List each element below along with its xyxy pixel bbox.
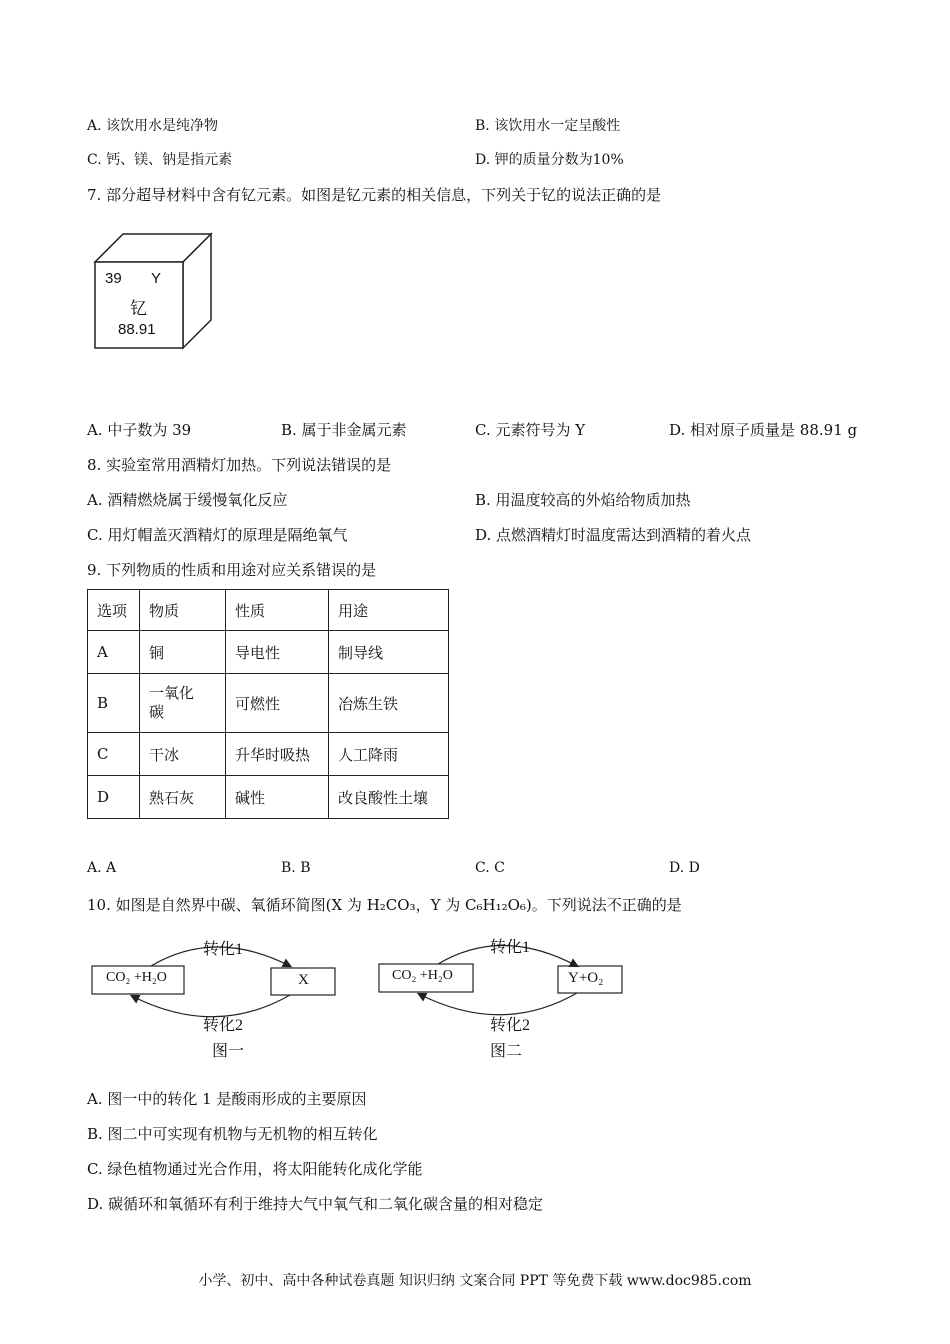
table-cell: A	[88, 631, 140, 674]
q6-option-d: D. 钾的质量分数为10%	[475, 152, 624, 168]
table-header: 性质	[226, 590, 329, 631]
table-header: 用途	[329, 590, 449, 631]
q6-option-a: A. 该饮用水是纯净物	[87, 118, 219, 134]
q6-option-b: B. 该饮用水一定呈酸性	[475, 118, 621, 134]
q8-option-b: B. 用温度较高的外焰给物质加热	[475, 491, 691, 509]
table-row	[88, 733, 449, 776]
table-cell: 可燃性	[226, 674, 329, 733]
q9-option-c: C. C	[475, 860, 505, 876]
q7-option-a: A. 中子数为 39	[87, 421, 192, 439]
q9-option-d: D. D	[669, 860, 700, 876]
table-cell: C	[88, 733, 140, 776]
page-footer: 小学、初中、高中各种试卷真题 知识归纳 文案合同 PPT 等免费下载 www.doc985.com	[198, 1273, 752, 1289]
q8-option-d: D. 点燃酒精灯时温度需达到酒精的着火点	[475, 526, 752, 544]
properties-table	[87, 589, 449, 819]
table-cell: 熟石灰	[140, 776, 226, 819]
table-cell: 一氧化碳	[140, 674, 226, 733]
table-cell: D	[88, 776, 140, 819]
q8-stem: 8. 实验室常用酒精灯加热。下列说法错误的是	[87, 456, 392, 474]
q10-option-c: C. 绿色植物通过光合作用，将太阳能转化成化学能	[87, 1160, 423, 1178]
q10-option-d: D. 碳循环和氧循环有利于维持大气中氧气和二氧化碳含量的相对稳定	[87, 1195, 544, 1213]
table-cell: B	[88, 674, 140, 733]
element-cube	[88, 232, 218, 354]
element-name: 钇	[130, 299, 147, 318]
q8-option-a: A. 酒精燃烧属于缓慢氧化反应	[87, 491, 288, 509]
table-header-row	[88, 590, 449, 631]
table-cell: 干冰	[140, 733, 226, 776]
table-cell: 制导线	[329, 631, 449, 674]
q7-stem: 7. 部分超导材料中含有钇元素。如图是钇元素的相关信息，下列关于钇的说法正确的是	[87, 186, 662, 204]
fig2-bottom-label: 转化2	[490, 1017, 531, 1034]
q7-option-c: C. 元素符号为 Y	[475, 421, 586, 439]
atomic-mass: 88.91	[118, 321, 156, 338]
fig1-right-box: X	[298, 972, 309, 988]
table-row	[88, 674, 449, 733]
fig2-left-box: CO₂ +H₂O	[392, 968, 453, 983]
fig2-caption: 图二	[490, 1043, 523, 1060]
table-cell: 冶炼生铁	[329, 674, 449, 733]
fig1-bottom-label: 转化2	[203, 1017, 244, 1034]
table-header: 物质	[140, 590, 226, 631]
q7-option-b: B. 属于非金属元素	[281, 421, 407, 439]
fig1-left-box: CO₂ +H₂O	[106, 970, 167, 985]
atomic-number: 39	[105, 270, 122, 287]
q9-stem: 9. 下列物质的性质和用途对应关系错误的是	[87, 561, 377, 579]
fig1-caption: 图一	[212, 1043, 245, 1060]
q9-option-a: A. A	[87, 860, 117, 876]
q10-option-a: A. 图一中的转化 1 是酸雨形成的主要原因	[87, 1090, 367, 1108]
q7-option-d: D. 相对原子质量是 88.91 g	[669, 421, 858, 439]
table-cell: 人工降雨	[329, 733, 449, 776]
table-cell: 铜	[140, 631, 226, 674]
q10-stem: 10. 如图是自然界中碳、氧循环简图(X 为 H₂CO₃，Y 为 C₆H₁₂O₆)。下列说法不正确的是	[87, 896, 682, 914]
element-symbol: Y	[151, 270, 162, 287]
table-cell: 碱性	[226, 776, 329, 819]
q9-option-b: B. B	[281, 860, 311, 876]
q10-option-b: B. 图二中可实现有机物与无机物的相互转化	[87, 1125, 378, 1143]
fig2-right-box: Y+O₂	[568, 970, 604, 986]
table-cell: 导电性	[226, 631, 329, 674]
table-cell: 改良酸性土壤	[329, 776, 449, 819]
q8-option-c: C. 用灯帽盖灭酒精灯的原理是隔绝氧气	[87, 526, 348, 544]
fig2-top-label: 转化1	[490, 939, 531, 956]
q6-option-c: C. 钙、镁、钠是指元素	[87, 152, 233, 168]
table-cell: 升华时吸热	[226, 733, 329, 776]
fig1-top-label: 转化1	[203, 941, 244, 958]
table-header: 选项	[88, 590, 140, 631]
table-row	[88, 776, 449, 819]
table-row	[88, 631, 449, 674]
